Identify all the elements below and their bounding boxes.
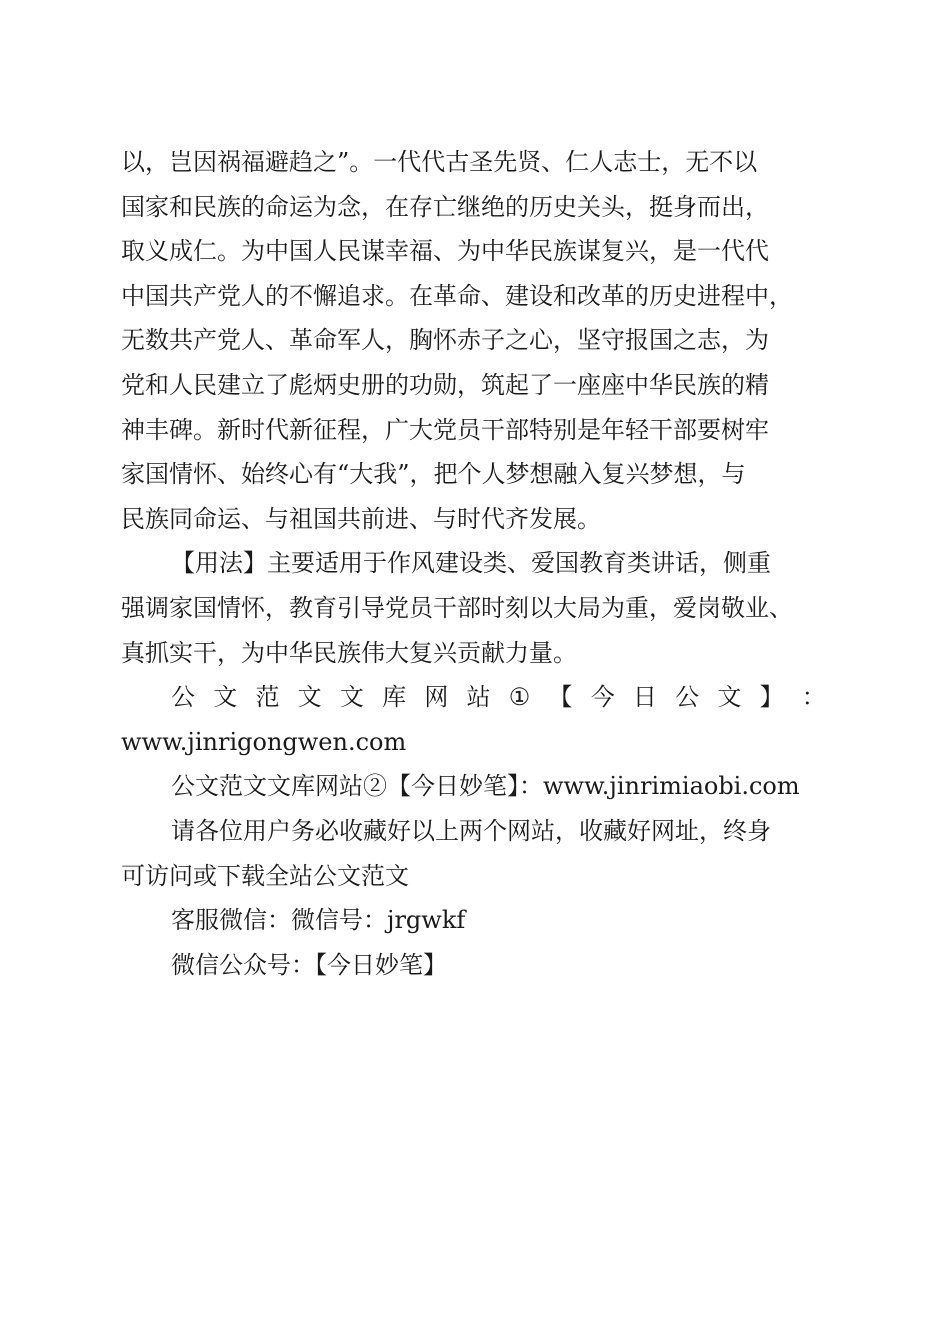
paragraph-line: 真抓实干，为中华民族伟大复兴贡献力量。 — [121, 638, 577, 667]
paragraph-line: 家国情怀、始终心有“大我”，把个人梦想融入复兴梦想，与 — [121, 460, 746, 489]
paragraph-line: 可访问或下载全站公文范文 — [121, 861, 409, 890]
paragraph-line: 中国共产党人的不懈追求。在革命、建设和改革的历史进程中， — [121, 281, 793, 310]
site1-char: 站 — [466, 683, 491, 712]
paragraph-line: 【用法】主要适用于作风建设类、爱国教育类讲话，侧重 — [171, 549, 771, 578]
official-account: 微信公众号：【今日妙笔】 — [171, 950, 447, 979]
site1-char: ① — [508, 683, 531, 712]
paragraph-line: 以，岂因祸福避趋之”。一代代古圣先贤、仁人志士，无不以 — [121, 148, 758, 176]
site1-char: 文 — [297, 683, 322, 712]
site1-char: 范 — [255, 683, 280, 712]
paragraph-line: 民族同命运、与祖国共前进、与时代齐发展。 — [121, 504, 601, 533]
site1-char: 网 — [424, 683, 449, 712]
paragraph-line: 请各位用户务必收藏好以上两个网站，收藏好网址，终身 — [171, 816, 771, 845]
paragraph-line: 强调家国情怀，教育引导党员干部时刻以大局为重，爱岗敬业、 — [121, 593, 793, 622]
site1-char: 文 — [213, 683, 238, 712]
paragraph-line: 神丰碑。新时代新征程，广大党员干部特别是年轻干部要树牢 — [121, 415, 769, 444]
site1-char: 公 — [171, 683, 195, 712]
paragraph-notice — [121, 809, 826, 898]
site1-char: 文 — [717, 683, 742, 712]
paragraph-line: 党和人民建立了彪炳史册的功勋，筑起了一座座中华民族的精 — [121, 370, 769, 399]
site1-url[interactable]: www.jinrigongwen.com — [121, 727, 407, 756]
site1-char: 文 — [339, 683, 364, 712]
site1-char: 】 — [759, 683, 784, 712]
site1-char: 今 — [590, 683, 615, 712]
site1-char: ： — [801, 683, 826, 712]
paragraph-usage — [121, 541, 826, 675]
site1-char: 日 — [632, 683, 657, 712]
site1-char: 公 — [675, 683, 700, 712]
site2-line[interactable]: 公文范文文库网站②【今日妙笔】：www.jinrimiaobi.com — [171, 772, 800, 801]
paragraph-line: 国家和民族的命运为念，在存亡继绝的历史关头，挺身而出， — [121, 192, 769, 221]
site1-label — [121, 675, 826, 720]
paragraph-patriotism — [121, 140, 826, 541]
site1-char: 库 — [382, 683, 407, 712]
document-body — [121, 140, 826, 987]
service-wechat: 客服微信：微信号：jrgwkf — [171, 906, 466, 935]
paragraph-line: 无数共产党人、革命军人，胸怀赤子之心，坚守报国之志，为 — [121, 326, 769, 355]
paragraph-line: 取义成仁。为中国人民谋幸福、为中华民族谋复兴，是一代代 — [121, 237, 769, 266]
site1-char: 【 — [548, 683, 573, 712]
